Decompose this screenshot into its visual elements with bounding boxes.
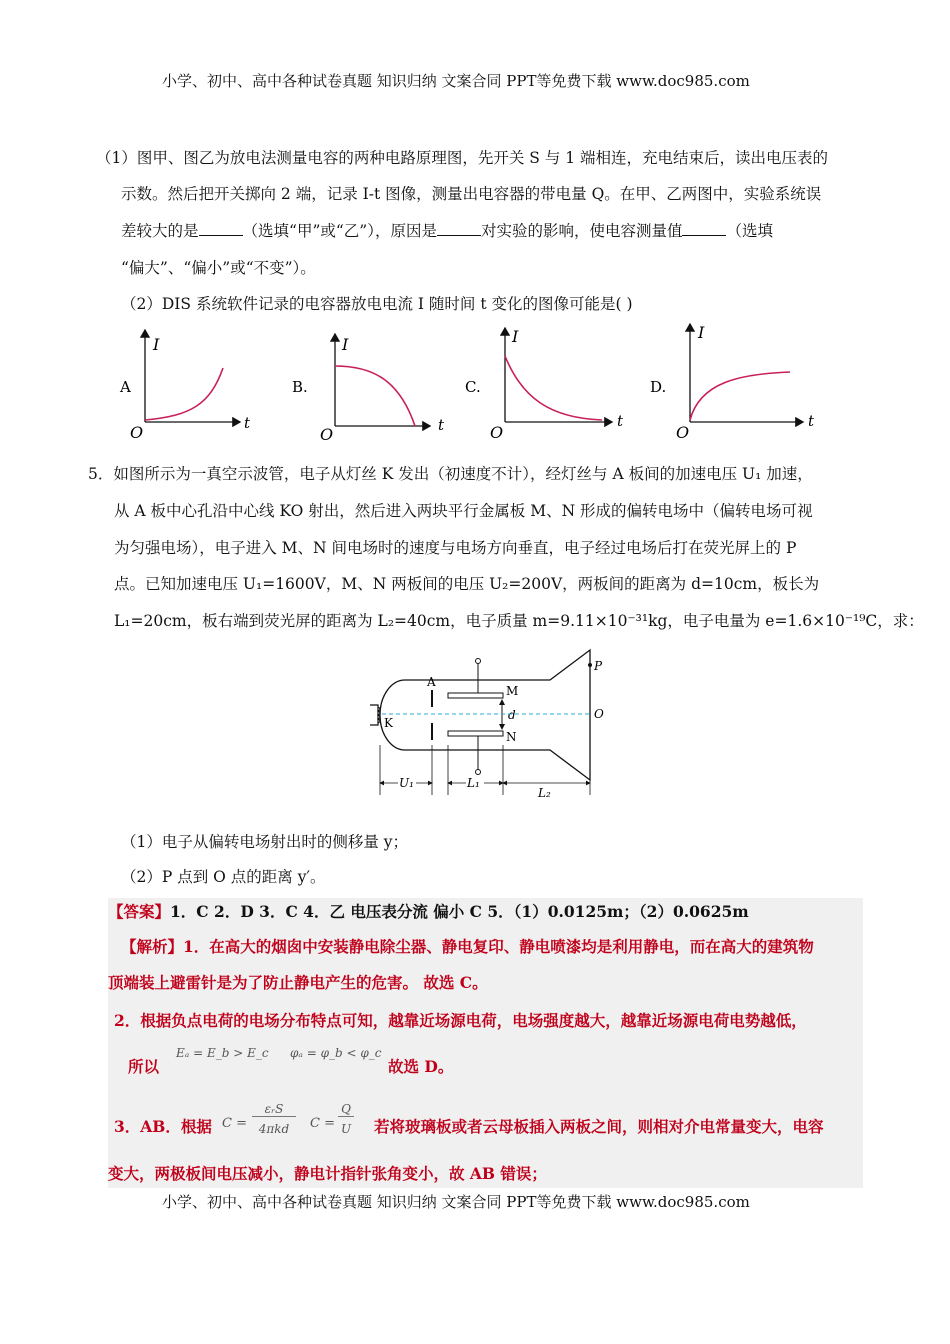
a2-formula2: φₐ = φ_b < φ_c [290, 1046, 382, 1060]
origin-label: O [490, 423, 504, 442]
answer-tag: 【答案】 [108, 902, 171, 921]
option-graphs [110, 320, 890, 445]
answer-blank [199, 221, 243, 236]
origin-label: O [320, 425, 334, 444]
curve-b [335, 366, 415, 426]
origin-label: O [130, 423, 144, 442]
a2-so: 所以 [128, 1057, 160, 1076]
q5-sub2: （2）P 点到 O 点的距离 y′。 [121, 868, 326, 886]
label-n: N [506, 730, 517, 744]
option-a-label: A [120, 378, 131, 396]
option-d-label: D. [650, 378, 667, 396]
q4-p2: （2）DIS 系统软件记录的电容器放电电流 I 随时间 t 变化的图像可能是( ) [121, 295, 633, 313]
q4-p1-line4: “偏大”、“偏小”或“不变”）。 [121, 259, 316, 277]
axis-t-label: t [808, 412, 815, 430]
q5-line1: 5．如图所示为一真空示波管，电子从灯丝 K 发出（初速度不计），经灯丝与 A 板间的加速电压 U₁ 加速， [88, 465, 813, 483]
origin-label: O [676, 423, 690, 442]
analysis-tag: 【解析】 [121, 937, 184, 956]
a3-formula1-den: 4πkd [258, 1122, 290, 1136]
label-p: P [594, 659, 603, 673]
a3-line2: 变大，两极板间电压减小，静电计指针张角变小，故 AB 错误； [108, 1164, 547, 1183]
q4-p1-line2: 示数。然后把开关掷向 2 端，记录 I-t 图像，测量出电容器的带电量 Q。在甲、乙两图中，实验系统误 [121, 185, 822, 203]
q4-p1-line3c: 对实验的影响，使电容测量值 [480, 222, 683, 240]
q5-line2: 从 A 板中心孔沿中心线 KO 射出，然后进入两块平行金属板 M、N 形成的偏转电场中（偏转电场可视 [114, 502, 813, 520]
q4-p1-line3b: （选填“甲”或“乙”），原因是 [242, 222, 437, 240]
curve-a [145, 368, 223, 420]
axis-i-label: I [342, 335, 349, 354]
analysis-line1 [121, 936, 814, 958]
axis-i-label: I [153, 335, 160, 354]
tube-outline [380, 650, 590, 780]
axis-t-label: t [244, 414, 251, 432]
curve-d [690, 372, 790, 420]
label-u1: U₁ [399, 776, 414, 790]
a3-rest: 若将玻璃板或者云母板插入两板之间，则相对介电常量变大，电容 [374, 1117, 824, 1136]
option-d-graph [650, 323, 815, 442]
a3-start: 3．AB．根据 [114, 1117, 212, 1136]
answer-line [108, 901, 749, 923]
option-b-graph [292, 334, 445, 444]
label-a: A [427, 675, 436, 689]
a2-formula1: Eₐ = E_b > E_c [176, 1046, 269, 1060]
label-d: d [508, 708, 516, 722]
page-footer: 小学、初中、高中各种试卷真题 知识归纳 文案合同 PPT等免费下载 www.doc985.com [162, 1193, 750, 1211]
q4-p1-line3 [121, 220, 773, 242]
a2-end: 故选 D。 [388, 1057, 454, 1076]
option-c-graph [465, 327, 624, 442]
q4-p1-line3a: 差较大的是 [121, 222, 199, 240]
q4-p1-line1: （1）图甲、图乙为放电法测量电容的两种电路原理图，先开关 S 与 1 端相连，充电结束后，读出电压表的 [96, 149, 829, 167]
axis-t-label: t [617, 412, 624, 430]
q5-sub1: （1）电子从偏转电场射出时的侧移量 y； [121, 833, 409, 851]
label-l2: L₂ [538, 786, 551, 800]
axis-t-label: t [438, 416, 445, 434]
a3-formula2-lhs: C = [310, 1116, 335, 1131]
axis-i-label: I [698, 323, 705, 342]
q5-line4: 点。已知加速电压 U₁=1600V，M、N 两板间的电压 U₂=200V，两板间的距离为 d=10cm，板长为 [114, 575, 820, 593]
a1-line2: 顶端装上避雷针是为了防止静电产生的危害。 故选 C。 [108, 973, 488, 992]
option-b-label: B. [292, 378, 308, 396]
option-a-graph [119, 330, 251, 442]
a1-line1: 1．在高大的烟囱中安装静电除尘器、静电复印、静电喷漆均是利用静电，而在高大的建筑物 [183, 937, 814, 956]
q5-line5: L₁=20cm，板右端到荧光屏的距离为 L₂=40cm，电子质量 m=9.11×10⁻³¹kg，电子电量为 e=1.6×10⁻¹⁹C，求： [114, 612, 924, 630]
label-l1: L₁ [467, 776, 480, 790]
a3-formula2-num: Q [338, 1102, 354, 1117]
axis-i-label: I [512, 327, 519, 346]
a3-formula1-num: εᵣS [252, 1102, 296, 1117]
q4-p1-line3d: （选填 [726, 222, 773, 240]
q5-line3: 为匀强电场），电子进入 M、N 间电场时的速度与电场方向垂直，电子经过电场后打在荧光屏上的 P [114, 539, 797, 557]
answer-text: 1．C 2．D 3．C 4．乙 电压表分流 偏小 C 5．（1）0.0125m；（2）0.0625m [170, 902, 749, 921]
a3-formula1-lhs: C = [222, 1116, 247, 1131]
answer-blank [682, 221, 726, 236]
oscilloscope-tube-diagram [360, 645, 620, 800]
a2-line1: 2．根据负点电荷的电场分布特点可知，越靠近场源电荷，电场强度越大，越靠近场源电荷电势越低， [114, 1011, 807, 1030]
curve-c [505, 356, 602, 420]
label-o: O [594, 707, 604, 721]
option-c-label: C. [465, 378, 481, 396]
label-m: M [506, 684, 519, 698]
a3-formula2-den: U [340, 1122, 352, 1136]
answer-blank [437, 221, 481, 236]
page-header: 小学、初中、高中各种试卷真题 知识归纳 文案合同 PPT等免费下载 www.doc985.com [162, 72, 750, 90]
label-k: K [384, 716, 393, 730]
